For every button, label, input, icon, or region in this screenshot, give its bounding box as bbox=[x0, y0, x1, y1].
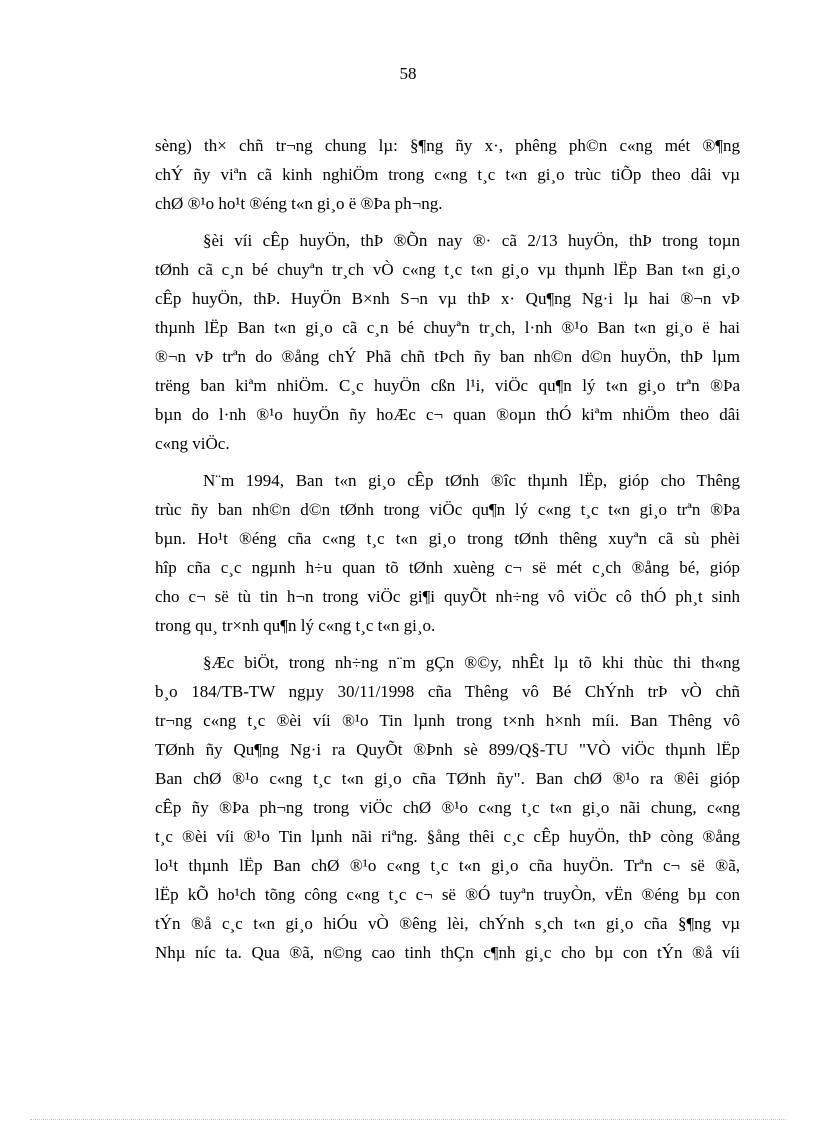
text-line: Ban chØ ®¹o c«ng t¸c t«n gi¸o cña TØnh ñy". Ban chØ ®¹o ra ®êi gióp bbox=[155, 769, 740, 788]
text-line: bµn do l·nh ®¹o huyÖn ñy hoÆc c¬ quan ®oµn thÓ kiªm nhiÖm theo dâi bbox=[155, 405, 740, 424]
text-line: tr¬ng c«ng t¸c ®èi víi ®¹o Tin lµnh trong t×nh h×nh míi. Ban Thêng vô bbox=[155, 711, 740, 730]
paragraph-3 bbox=[155, 466, 740, 640]
text-line: §èi víi cÊp huyÖn, thÞ ®Õn nay ®· cã 2/13 huyÖn, thÞ trong toµn bbox=[203, 231, 740, 250]
text-line: cÊp huyÖn, thÞ. HuyÖn B×nh S¬n vµ thÞ x· Qu¶ng Ng·i lµ hai ®¬n vÞ bbox=[155, 289, 740, 308]
page-number: 58 bbox=[399, 64, 417, 83]
text-line: trong qu¸ tr×nh qu¶n lý c«ng t¸c t«n gi¸o. bbox=[155, 616, 436, 635]
text-line: tØnh cã c¸n bé chuyªn tr¸ch vÒ c«ng t¸c t«n gi¸o vµ thµnh lËp Ban t«n gi¸o bbox=[155, 260, 740, 279]
text-line: TØnh ñy Qu¶ng Ng·i ra QuyÕt ®Þnh sè 899/Q§-TU "VÒ viÖc thµnh lËp bbox=[155, 740, 740, 759]
text-line: tÝn ®å c¸c t«n gi¸o hiÓu vÒ ®êng lèi, chÝnh s¸ch t«n gi¸o cña §¶ng vµ bbox=[155, 914, 740, 933]
text-line: c«ng viÖc. bbox=[155, 434, 230, 453]
body-text bbox=[155, 131, 740, 975]
text-line: cÊp ñy ®Þa ph¬ng trong viÖc chØ ®¹o c«ng t¸c t«n gi¸o nãi chung, c«ng bbox=[155, 798, 740, 817]
text-line: trëng ban kiªm nhiÖm. C¸c huyÖn cßn l¹i, viÖc qu¶n lý t«n gi¸o trªn ®Þa bbox=[155, 376, 740, 395]
text-line: Nhµ níc ta. Qua ®ã, n©ng cao tinh thÇn c¶nh gi¸c cho bµ con tÝn ®å víi bbox=[155, 943, 740, 962]
text-line: cho c¬ së tù tin h¬n trong viÖc gi¶i quyÕt nh÷ng vô viÖc cô thÓ ph¸t sinh bbox=[155, 587, 740, 606]
text-line: bµn. Ho¹t ®éng cña c«ng t¸c t«n gi¸o trong tØnh thêng xuyªn cã sù phèi bbox=[155, 529, 740, 548]
text-line: thµnh lËp Ban t«n gi¸o cã c¸n bé chuyªn tr¸ch, l·nh ®¹o Ban t«n gi¸o ë hai bbox=[155, 318, 740, 337]
paragraph-2 bbox=[155, 226, 740, 458]
text-line: b¸o 184/TB-TW ngµy 30/11/1998 cña Thêng vô Bé ChÝnh trÞ vÒ chñ bbox=[155, 682, 740, 701]
text-line: trùc ñy ban nh©n d©n tØnh trong viÖc qu¶n lý c«ng t¸c t«n gi¸o trªn ®Þa bbox=[155, 500, 740, 519]
text-line: N¨m 1994, Ban t«n gi¸o cÊp tØnh ®îc thµnh lËp, gióp cho Thêng bbox=[203, 471, 740, 490]
text-line: chÝ ñy viªn cã kinh nghiÖm trong c«ng t¸c t«n gi¸o trùc tiÕp theo dâi vµ bbox=[155, 165, 740, 184]
text-line: ®¬n vÞ trªn do ®ång chÝ Phã chñ tÞch ñy ban nh©n d©n huyÖn, thÞ lµm bbox=[155, 347, 740, 366]
paragraph-4 bbox=[155, 648, 740, 967]
text-line: chØ ®¹o ho¹t ®éng t«n gi¸o ë ®Þa ph¬ng. bbox=[155, 194, 443, 213]
text-line: sèng) th× chñ tr¬ng chung lµ: §¶ng ñy x·, phêng ph©n c«ng mét ®¶ng bbox=[155, 136, 740, 155]
page-bottom-border bbox=[30, 1119, 786, 1120]
text-line: lo¹t thµnh lËp Ban chØ ®¹o c«ng t¸c t«n gi¸o cña huyÖn. Trªn c¬ së ®ã, bbox=[155, 856, 740, 875]
text-line: §Æc biÖt, trong nh÷ng n¨m gÇn ®©y, nhÊt lµ tõ khi thùc thi th«ng bbox=[203, 653, 740, 672]
text-line: hîp cña c¸c ngµnh h÷u quan tõ tØnh xuèng c¬ së mét c¸ch ®ång bé, gióp bbox=[155, 558, 740, 577]
text-line: lËp kÕ ho¹ch tõng công c«ng t¸c c¬ së ®Ó tuyªn truyÒn, vËn ®éng bµ con bbox=[155, 885, 740, 904]
paragraph-1 bbox=[155, 131, 740, 218]
text-line: t¸c ®èi víi ®¹o Tin lµnh nãi riªng. §ång thêi c¸c cÊp huyÖn, thÞ còng ®ång bbox=[155, 827, 740, 846]
